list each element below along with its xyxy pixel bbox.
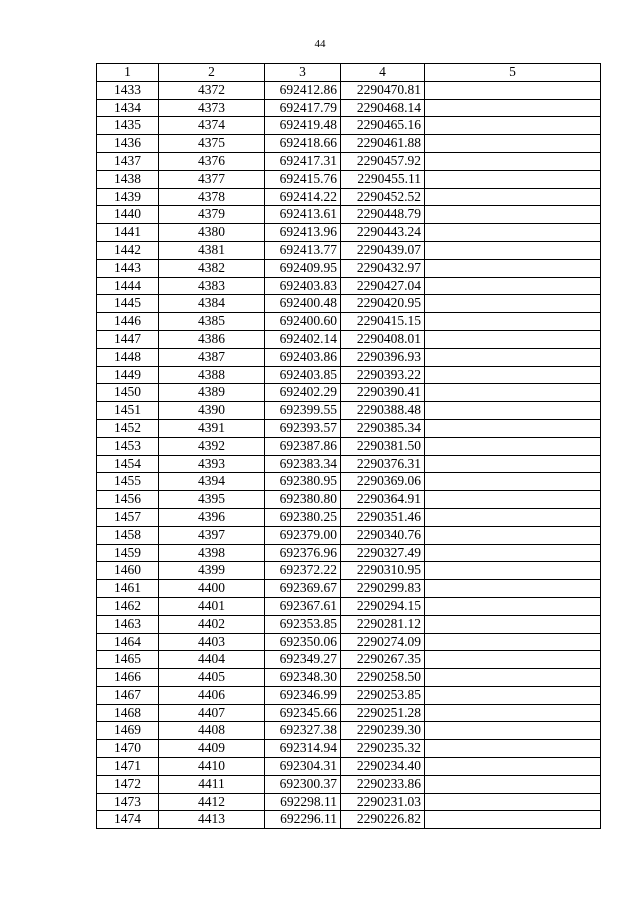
note-cell bbox=[425, 544, 601, 562]
column-header-3: 3 bbox=[265, 64, 341, 82]
point-id-cell: 4389 bbox=[159, 384, 265, 402]
point-id-cell: 4388 bbox=[159, 366, 265, 384]
note-cell bbox=[425, 330, 601, 348]
note-cell bbox=[425, 259, 601, 277]
y-coordinate-cell: 2290234.40 bbox=[341, 758, 425, 776]
x-coordinate-cell: 692372.22 bbox=[265, 562, 341, 580]
row-number-cell: 1457 bbox=[97, 508, 159, 526]
row-number-cell: 1443 bbox=[97, 259, 159, 277]
point-id-cell: 4387 bbox=[159, 348, 265, 366]
table-row bbox=[97, 224, 601, 242]
x-coordinate-cell: 692369.67 bbox=[265, 580, 341, 598]
table-row bbox=[97, 615, 601, 633]
point-id-cell: 4378 bbox=[159, 188, 265, 206]
table-row bbox=[97, 295, 601, 313]
table-body bbox=[97, 81, 601, 828]
note-cell bbox=[425, 419, 601, 437]
table-row bbox=[97, 758, 601, 776]
y-coordinate-cell: 2290258.50 bbox=[341, 669, 425, 687]
y-coordinate-cell: 2290327.49 bbox=[341, 544, 425, 562]
point-id-cell: 4383 bbox=[159, 277, 265, 295]
x-coordinate-cell: 692387.86 bbox=[265, 437, 341, 455]
y-coordinate-cell: 2290364.91 bbox=[341, 491, 425, 509]
y-coordinate-cell: 2290452.52 bbox=[341, 188, 425, 206]
x-coordinate-cell: 692413.96 bbox=[265, 224, 341, 242]
note-cell bbox=[425, 473, 601, 491]
table-row bbox=[97, 811, 601, 829]
note-cell bbox=[425, 669, 601, 687]
note-cell bbox=[425, 455, 601, 473]
point-id-cell: 4390 bbox=[159, 402, 265, 420]
row-number-cell: 1436 bbox=[97, 135, 159, 153]
y-coordinate-cell: 2290294.15 bbox=[341, 597, 425, 615]
row-number-cell: 1472 bbox=[97, 775, 159, 793]
row-number-cell: 1441 bbox=[97, 224, 159, 242]
column-header-1: 1 bbox=[97, 64, 159, 82]
y-coordinate-cell: 2290274.09 bbox=[341, 633, 425, 651]
note-cell bbox=[425, 224, 601, 242]
point-id-cell: 4376 bbox=[159, 152, 265, 170]
row-number-cell: 1467 bbox=[97, 686, 159, 704]
table-row bbox=[97, 135, 601, 153]
x-coordinate-cell: 692348.30 bbox=[265, 669, 341, 687]
table-row bbox=[97, 775, 601, 793]
note-cell bbox=[425, 722, 601, 740]
y-coordinate-cell: 2290420.95 bbox=[341, 295, 425, 313]
y-coordinate-cell: 2290381.50 bbox=[341, 437, 425, 455]
x-coordinate-cell: 692403.85 bbox=[265, 366, 341, 384]
note-cell bbox=[425, 686, 601, 704]
page-number: 44 bbox=[314, 38, 326, 50]
note-cell bbox=[425, 811, 601, 829]
y-coordinate-cell: 2290388.48 bbox=[341, 402, 425, 420]
y-coordinate-cell: 2290393.22 bbox=[341, 366, 425, 384]
x-coordinate-cell: 692412.86 bbox=[265, 81, 341, 99]
note-cell bbox=[425, 313, 601, 331]
x-coordinate-cell: 692300.37 bbox=[265, 775, 341, 793]
y-coordinate-cell: 2290443.24 bbox=[341, 224, 425, 242]
table-row bbox=[97, 793, 601, 811]
row-number-cell: 1459 bbox=[97, 544, 159, 562]
point-id-cell: 4402 bbox=[159, 615, 265, 633]
note-cell bbox=[425, 758, 601, 776]
table-row bbox=[97, 152, 601, 170]
y-coordinate-cell: 2290340.76 bbox=[341, 526, 425, 544]
row-number-cell: 1440 bbox=[97, 206, 159, 224]
row-number-cell: 1451 bbox=[97, 402, 159, 420]
row-number-cell: 1455 bbox=[97, 473, 159, 491]
row-number-cell: 1433 bbox=[97, 81, 159, 99]
point-id-cell: 4375 bbox=[159, 135, 265, 153]
table-row bbox=[97, 740, 601, 758]
y-coordinate-cell: 2290235.32 bbox=[341, 740, 425, 758]
y-coordinate-cell: 2290253.85 bbox=[341, 686, 425, 704]
row-number-cell: 1458 bbox=[97, 526, 159, 544]
table-row bbox=[97, 99, 601, 117]
point-id-cell: 4401 bbox=[159, 597, 265, 615]
row-number-cell: 1434 bbox=[97, 99, 159, 117]
row-number-cell: 1452 bbox=[97, 419, 159, 437]
x-coordinate-cell: 692367.61 bbox=[265, 597, 341, 615]
point-id-cell: 4403 bbox=[159, 633, 265, 651]
note-cell bbox=[425, 135, 601, 153]
note-cell bbox=[425, 633, 601, 651]
row-number-cell: 1464 bbox=[97, 633, 159, 651]
row-number-cell: 1469 bbox=[97, 722, 159, 740]
y-coordinate-cell: 2290432.97 bbox=[341, 259, 425, 277]
x-coordinate-cell: 692403.86 bbox=[265, 348, 341, 366]
row-number-cell: 1453 bbox=[97, 437, 159, 455]
y-coordinate-cell: 2290281.12 bbox=[341, 615, 425, 633]
note-cell bbox=[425, 81, 601, 99]
point-id-cell: 4397 bbox=[159, 526, 265, 544]
y-coordinate-cell: 2290468.14 bbox=[341, 99, 425, 117]
y-coordinate-cell: 2290369.06 bbox=[341, 473, 425, 491]
row-number-cell: 1444 bbox=[97, 277, 159, 295]
table-row bbox=[97, 170, 601, 188]
point-id-cell: 4384 bbox=[159, 295, 265, 313]
table-row bbox=[97, 402, 601, 420]
table-header-row bbox=[97, 64, 601, 82]
table-row bbox=[97, 651, 601, 669]
point-id-cell: 4377 bbox=[159, 170, 265, 188]
note-cell bbox=[425, 295, 601, 313]
row-number-cell: 1454 bbox=[97, 455, 159, 473]
x-coordinate-cell: 692400.60 bbox=[265, 313, 341, 331]
y-coordinate-cell: 2290408.01 bbox=[341, 330, 425, 348]
x-coordinate-cell: 692346.99 bbox=[265, 686, 341, 704]
note-cell bbox=[425, 402, 601, 420]
row-number-cell: 1449 bbox=[97, 366, 159, 384]
y-coordinate-cell: 2290448.79 bbox=[341, 206, 425, 224]
note-cell bbox=[425, 277, 601, 295]
row-number-cell: 1471 bbox=[97, 758, 159, 776]
x-coordinate-cell: 692327.38 bbox=[265, 722, 341, 740]
point-id-cell: 4413 bbox=[159, 811, 265, 829]
point-id-cell: 4392 bbox=[159, 437, 265, 455]
y-coordinate-cell: 2290390.41 bbox=[341, 384, 425, 402]
x-coordinate-cell: 692403.83 bbox=[265, 277, 341, 295]
table-row bbox=[97, 206, 601, 224]
note-cell bbox=[425, 206, 601, 224]
point-id-cell: 4391 bbox=[159, 419, 265, 437]
table-row bbox=[97, 419, 601, 437]
point-id-cell: 4380 bbox=[159, 224, 265, 242]
x-coordinate-cell: 692402.29 bbox=[265, 384, 341, 402]
point-id-cell: 4394 bbox=[159, 473, 265, 491]
row-number-cell: 1463 bbox=[97, 615, 159, 633]
note-cell bbox=[425, 437, 601, 455]
x-coordinate-cell: 692296.11 bbox=[265, 811, 341, 829]
x-coordinate-cell: 692413.61 bbox=[265, 206, 341, 224]
point-id-cell: 4406 bbox=[159, 686, 265, 704]
note-cell bbox=[425, 562, 601, 580]
y-coordinate-cell: 2290415.15 bbox=[341, 313, 425, 331]
row-number-cell: 1448 bbox=[97, 348, 159, 366]
row-number-cell: 1445 bbox=[97, 295, 159, 313]
x-coordinate-cell: 692393.57 bbox=[265, 419, 341, 437]
y-coordinate-cell: 2290231.03 bbox=[341, 793, 425, 811]
x-coordinate-cell: 692298.11 bbox=[265, 793, 341, 811]
table-row bbox=[97, 544, 601, 562]
table-row bbox=[97, 188, 601, 206]
note-cell bbox=[425, 491, 601, 509]
row-number-cell: 1456 bbox=[97, 491, 159, 509]
table-row bbox=[97, 313, 601, 331]
row-number-cell: 1470 bbox=[97, 740, 159, 758]
note-cell bbox=[425, 152, 601, 170]
table-row bbox=[97, 633, 601, 651]
y-coordinate-cell: 2290427.04 bbox=[341, 277, 425, 295]
x-coordinate-cell: 692399.55 bbox=[265, 402, 341, 420]
point-id-cell: 4400 bbox=[159, 580, 265, 598]
table-row bbox=[97, 473, 601, 491]
table-row bbox=[97, 81, 601, 99]
y-coordinate-cell: 2290239.30 bbox=[341, 722, 425, 740]
row-number-cell: 1437 bbox=[97, 152, 159, 170]
point-id-cell: 4411 bbox=[159, 775, 265, 793]
x-coordinate-cell: 692349.27 bbox=[265, 651, 341, 669]
column-header-5: 5 bbox=[425, 64, 601, 82]
y-coordinate-cell: 2290226.82 bbox=[341, 811, 425, 829]
y-coordinate-cell: 2290351.46 bbox=[341, 508, 425, 526]
x-coordinate-cell: 692400.48 bbox=[265, 295, 341, 313]
note-cell bbox=[425, 651, 601, 669]
point-id-cell: 4412 bbox=[159, 793, 265, 811]
row-number-cell: 1439 bbox=[97, 188, 159, 206]
note-cell bbox=[425, 188, 601, 206]
coordinates-table bbox=[96, 63, 601, 829]
note-cell bbox=[425, 615, 601, 633]
point-id-cell: 4386 bbox=[159, 330, 265, 348]
row-number-cell: 1468 bbox=[97, 704, 159, 722]
y-coordinate-cell: 2290233.86 bbox=[341, 775, 425, 793]
column-header-2: 2 bbox=[159, 64, 265, 82]
y-coordinate-cell: 2290455.11 bbox=[341, 170, 425, 188]
note-cell bbox=[425, 348, 601, 366]
table-row bbox=[97, 117, 601, 135]
row-number-cell: 1474 bbox=[97, 811, 159, 829]
table-row bbox=[97, 384, 601, 402]
x-coordinate-cell: 692380.95 bbox=[265, 473, 341, 491]
row-number-cell: 1446 bbox=[97, 313, 159, 331]
point-id-cell: 4395 bbox=[159, 491, 265, 509]
point-id-cell: 4381 bbox=[159, 241, 265, 259]
x-coordinate-cell: 692383.34 bbox=[265, 455, 341, 473]
x-coordinate-cell: 692417.79 bbox=[265, 99, 341, 117]
table-row bbox=[97, 437, 601, 455]
table-row bbox=[97, 348, 601, 366]
row-number-cell: 1465 bbox=[97, 651, 159, 669]
x-coordinate-cell: 692380.25 bbox=[265, 508, 341, 526]
row-number-cell: 1473 bbox=[97, 793, 159, 811]
y-coordinate-cell: 2290267.35 bbox=[341, 651, 425, 669]
x-coordinate-cell: 692409.95 bbox=[265, 259, 341, 277]
note-cell bbox=[425, 99, 601, 117]
point-id-cell: 4373 bbox=[159, 99, 265, 117]
row-number-cell: 1460 bbox=[97, 562, 159, 580]
y-coordinate-cell: 2290470.81 bbox=[341, 81, 425, 99]
x-coordinate-cell: 692417.31 bbox=[265, 152, 341, 170]
y-coordinate-cell: 2290251.28 bbox=[341, 704, 425, 722]
x-coordinate-cell: 692379.00 bbox=[265, 526, 341, 544]
point-id-cell: 4405 bbox=[159, 669, 265, 687]
note-cell bbox=[425, 597, 601, 615]
x-coordinate-cell: 692314.94 bbox=[265, 740, 341, 758]
point-id-cell: 4409 bbox=[159, 740, 265, 758]
table-row bbox=[97, 562, 601, 580]
note-cell bbox=[425, 793, 601, 811]
point-id-cell: 4408 bbox=[159, 722, 265, 740]
table-row bbox=[97, 526, 601, 544]
note-cell bbox=[425, 704, 601, 722]
point-id-cell: 4374 bbox=[159, 117, 265, 135]
note-cell bbox=[425, 117, 601, 135]
point-id-cell: 4385 bbox=[159, 313, 265, 331]
x-coordinate-cell: 692350.06 bbox=[265, 633, 341, 651]
x-coordinate-cell: 692304.31 bbox=[265, 758, 341, 776]
table-row bbox=[97, 277, 601, 295]
x-coordinate-cell: 692353.85 bbox=[265, 615, 341, 633]
table-row bbox=[97, 704, 601, 722]
table-row bbox=[97, 597, 601, 615]
table-row bbox=[97, 259, 601, 277]
row-number-cell: 1438 bbox=[97, 170, 159, 188]
table-row bbox=[97, 722, 601, 740]
table-row bbox=[97, 580, 601, 598]
note-cell bbox=[425, 775, 601, 793]
note-cell bbox=[425, 740, 601, 758]
table-row bbox=[97, 508, 601, 526]
x-coordinate-cell: 692402.14 bbox=[265, 330, 341, 348]
note-cell bbox=[425, 526, 601, 544]
point-id-cell: 4410 bbox=[159, 758, 265, 776]
y-coordinate-cell: 2290396.93 bbox=[341, 348, 425, 366]
column-header-4: 4 bbox=[341, 64, 425, 82]
table-row bbox=[97, 686, 601, 704]
row-number-cell: 1450 bbox=[97, 384, 159, 402]
y-coordinate-cell: 2290310.95 bbox=[341, 562, 425, 580]
row-number-cell: 1466 bbox=[97, 669, 159, 687]
row-number-cell: 1435 bbox=[97, 117, 159, 135]
row-number-cell: 1461 bbox=[97, 580, 159, 598]
note-cell bbox=[425, 384, 601, 402]
x-coordinate-cell: 692418.66 bbox=[265, 135, 341, 153]
y-coordinate-cell: 2290299.83 bbox=[341, 580, 425, 598]
table-row bbox=[97, 366, 601, 384]
point-id-cell: 4372 bbox=[159, 81, 265, 99]
x-coordinate-cell: 692415.76 bbox=[265, 170, 341, 188]
point-id-cell: 4379 bbox=[159, 206, 265, 224]
note-cell bbox=[425, 580, 601, 598]
note-cell bbox=[425, 170, 601, 188]
row-number-cell: 1442 bbox=[97, 241, 159, 259]
point-id-cell: 4398 bbox=[159, 544, 265, 562]
row-number-cell: 1447 bbox=[97, 330, 159, 348]
table-row bbox=[97, 669, 601, 687]
table-row bbox=[97, 241, 601, 259]
x-coordinate-cell: 692380.80 bbox=[265, 491, 341, 509]
y-coordinate-cell: 2290376.31 bbox=[341, 455, 425, 473]
point-id-cell: 4396 bbox=[159, 508, 265, 526]
row-number-cell: 1462 bbox=[97, 597, 159, 615]
table-row bbox=[97, 455, 601, 473]
table-row bbox=[97, 491, 601, 509]
note-cell bbox=[425, 366, 601, 384]
y-coordinate-cell: 2290457.92 bbox=[341, 152, 425, 170]
y-coordinate-cell: 2290439.07 bbox=[341, 241, 425, 259]
y-coordinate-cell: 2290385.34 bbox=[341, 419, 425, 437]
x-coordinate-cell: 692376.96 bbox=[265, 544, 341, 562]
x-coordinate-cell: 692413.77 bbox=[265, 241, 341, 259]
note-cell bbox=[425, 241, 601, 259]
x-coordinate-cell: 692345.66 bbox=[265, 704, 341, 722]
table-row bbox=[97, 330, 601, 348]
point-id-cell: 4393 bbox=[159, 455, 265, 473]
y-coordinate-cell: 2290465.16 bbox=[341, 117, 425, 135]
point-id-cell: 4407 bbox=[159, 704, 265, 722]
note-cell bbox=[425, 508, 601, 526]
point-id-cell: 4399 bbox=[159, 562, 265, 580]
point-id-cell: 4404 bbox=[159, 651, 265, 669]
y-coordinate-cell: 2290461.88 bbox=[341, 135, 425, 153]
point-id-cell: 4382 bbox=[159, 259, 265, 277]
x-coordinate-cell: 692414.22 bbox=[265, 188, 341, 206]
x-coordinate-cell: 692419.48 bbox=[265, 117, 341, 135]
